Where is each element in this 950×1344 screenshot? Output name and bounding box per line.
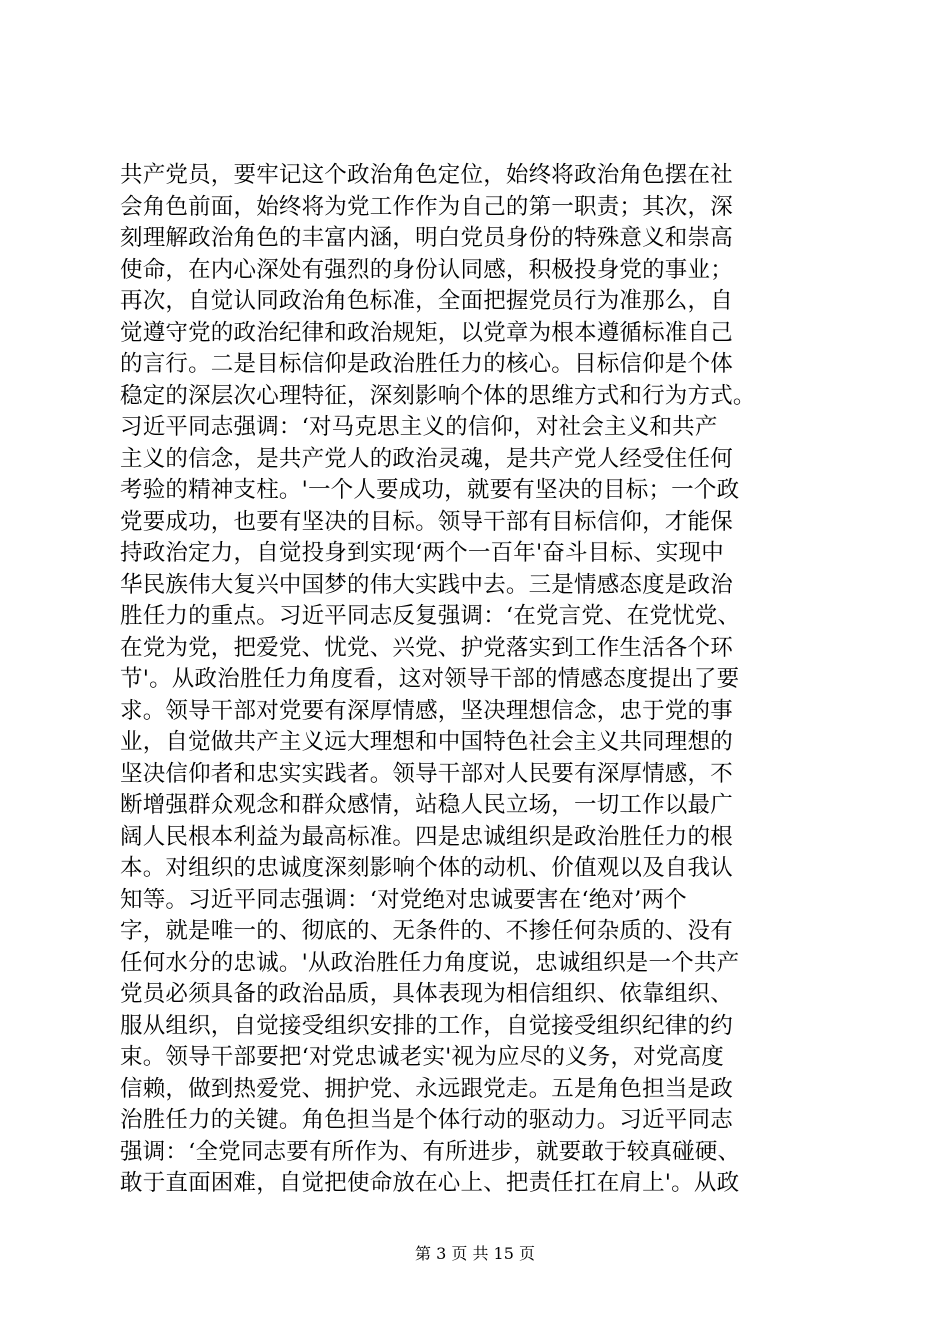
text-line: 党要成功，也要有坚决的目标。领导干部有目标信仰，才能保 [120,508,733,535]
text-line: 持政治定力，自觉投身到实现‘两个一百年'奋斗目标、实现中 [120,540,724,566]
text-line: 觉遵守党的政治纪律和政治规矩，以党章为根本遵循标准自己 [120,319,733,346]
text-line: 本。对组织的忠诚度深刻影响个体的动机、价值观以及自我认 [120,855,733,881]
text-line: 胜任力的重点。习近平同志反复强调：‘在党言党、在党忧党、 [120,603,741,629]
text-line: 稳定的深层次心理特征，深刻影响个体的思维方式和行为方式。 [120,382,756,409]
text-line: 华民族伟大复兴中国梦的伟大实践中去。三是情感态度是政治 [120,571,733,598]
body-text [120,160,850,1200]
text-line: 在党为党，把爱党、忧党、兴党、护党落实到工作生活各个环 [120,634,733,661]
text-line: 会角色前面，始终将为党工作作为自己的第一职责；其次，深 [120,193,733,220]
text-line: 断增强群众观念和群众感情，站稳人民立场，一切工作以最广 [120,792,733,818]
page-number: 第 3 页 共 15 页 [415,1244,535,1263]
text-line: 共产党员，要牢记这个政治角色定位，始终将政治角色摆在社 [120,162,733,188]
text-line: 阔人民根本利益为最高标准。四是忠诚组织是政治胜任力的根 [120,823,733,850]
text-line: 知等。习近平同志强调：‘对党绝对忠诚要害在‘绝对’两个 [120,886,687,913]
text-line: 字，就是唯一的、彻底的、无条件的、不掺任何杂质的、没有 [120,918,733,944]
text-line: 主义的信念，是共产党人的政治灵魂，是共产党人经受住任何 [120,445,733,472]
text-line: 任何水分的忠诚。'从政治胜任力角度说，忠诚组织是一个共产 [120,949,740,976]
text-line: 坚决信仰者和忠实实践者。领导干部对人民要有深厚情感，不 [120,760,733,787]
text-line: 强调：‘全党同志要有所作为、有所进步，就要敢于较真碰硬、 [120,1138,741,1165]
text-line: 信赖，做到热爱党、拥护党、永远跟党走。五是角色担当是政 [120,1075,733,1102]
text-line: 敢于直面困难，自觉把使命放在心上、把责任扛在肩上'。从政 [120,1170,740,1196]
page-footer [0,1244,950,1264]
text-line: 业，自觉做共产主义远大理想和中国特色社会主义共同理想的 [120,729,733,755]
text-line: 刻理解政治角色的丰富内涵，明白党员身份的特殊意义和崇高 [120,225,733,251]
text-line: 再次，自觉认同政治角色标准，全面把握党员行为准那么，自 [120,288,733,314]
text-line: 考验的精神支柱。'一个人要成功，就要有坚决的目标；一个政 [120,477,740,503]
text-line: 的言行。二是目标信仰是政治胜任力的核心。目标信仰是个体 [120,351,733,377]
text-line: 求。领导干部对党要有深厚情感，坚决理想信念，忠于党的事 [120,697,733,724]
text-line: 党员必须具备的政治品质，具体表现为相信组织、依靠组织、 [120,981,733,1007]
text-line: 节'。从政治胜任力角度看，这对领导干部的情感态度提出了要 [120,666,740,692]
text-line: 服从组织，自觉接受组织安排的工作，自觉接受组织纪律的约 [120,1012,733,1039]
text-line: 习近平同志强调：‘对马克思主义的信仰，对社会主义和共产 [120,414,718,440]
text-line: 束。领导干部要把‘对党忠诚老实'视为应尽的义务，对党高度 [120,1044,724,1070]
text-line: 使命，在内心深处有强烈的身份认同感，积极投身党的事业； [120,256,733,283]
text-line: 治胜任力的关键。角色担当是个体行动的驱动力。习近平同志 [120,1107,733,1133]
